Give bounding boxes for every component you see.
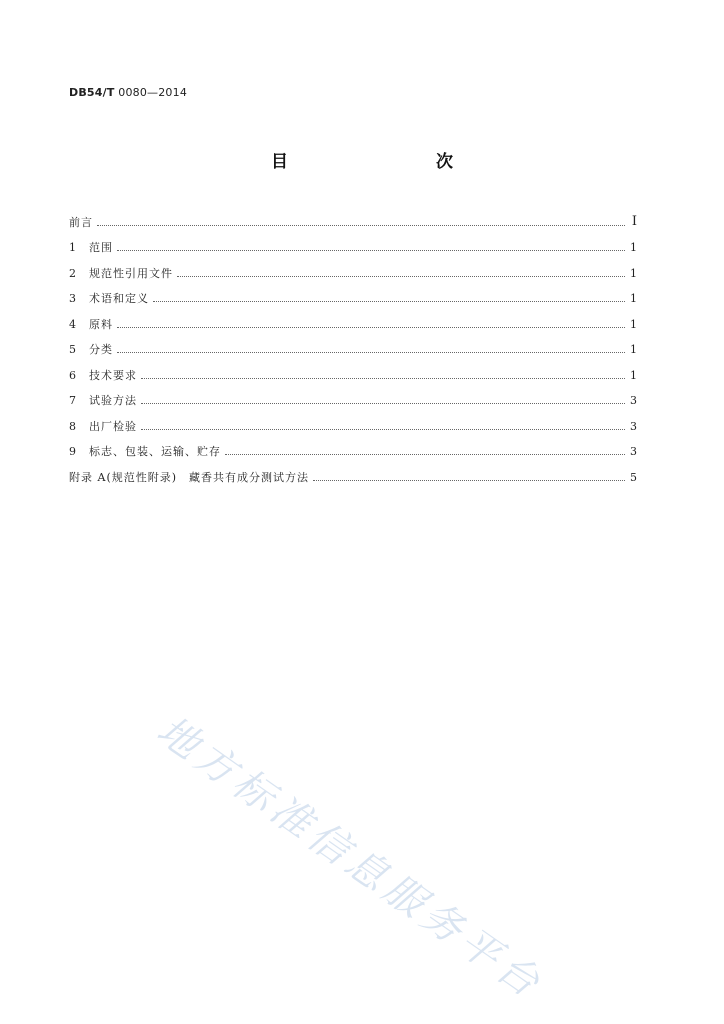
dot-leader	[117, 250, 625, 251]
toc-entry-label: 前言	[69, 215, 93, 229]
toc-entry-3[interactable]	[69, 279, 637, 305]
dot-leader	[117, 352, 625, 353]
document-id	[69, 86, 187, 99]
toc-entry-8[interactable]	[69, 406, 637, 432]
toc-entry-1[interactable]	[69, 228, 637, 254]
toc-entry-page: 1	[630, 343, 637, 356]
dot-leader	[141, 378, 625, 379]
toc-entry-page: 1	[630, 368, 637, 382]
toc-entry-label: 分类	[89, 343, 113, 356]
toc-entry-foreword[interactable]	[69, 202, 637, 228]
toc-entry-number: 2	[69, 266, 76, 280]
toc-entry-page: 5	[630, 470, 637, 484]
toc-entry-label: 标志、包装、运输、贮存	[89, 445, 221, 458]
toc-entry-number: 1	[69, 241, 76, 254]
toc-entry-7[interactable]	[69, 381, 637, 407]
toc-entry-4[interactable]	[69, 304, 637, 330]
toc-entry-page: 3	[630, 394, 637, 407]
toc-entry-appendix-a[interactable]	[69, 457, 637, 483]
toc-entry-number: 4	[69, 317, 76, 331]
toc-entry-label: 出厂检验	[89, 419, 137, 433]
toc-entry-number: 9	[69, 445, 76, 458]
dot-leader	[313, 480, 625, 481]
toc-entry-number: 7	[69, 394, 76, 407]
toc-entry-label: 试验方法	[89, 394, 137, 407]
toc-entry-label: 技术要求	[89, 368, 137, 382]
dot-leader	[117, 327, 625, 328]
toc-entry-page: 3	[630, 419, 637, 433]
document-id-prefix: DB54/T	[69, 86, 115, 99]
dot-leader	[97, 225, 625, 226]
toc-entry-number: 5	[69, 343, 76, 356]
toc-entry-page: 1	[630, 241, 637, 254]
dot-leader	[141, 429, 625, 430]
toc-entry-number: 8	[69, 419, 76, 433]
dot-leader	[141, 403, 625, 404]
toc-entry-9[interactable]	[69, 432, 637, 458]
watermark: 地方标准信息服务平台	[148, 707, 552, 1009]
dot-leader	[177, 276, 625, 277]
table-of-contents	[69, 202, 637, 483]
toc-entry-label: 范围	[89, 241, 113, 254]
toc-entry-label: 规范性引用文件	[89, 266, 173, 280]
toc-entry-6[interactable]	[69, 355, 637, 381]
dot-leader	[225, 454, 625, 455]
toc-entry-5[interactable]	[69, 330, 637, 356]
toc-entry-label: 术语和定义	[89, 292, 149, 305]
toc-entry-number: 6	[69, 368, 76, 382]
toc-entry-page: I	[631, 213, 637, 229]
toc-entry-page: 1	[630, 317, 637, 331]
toc-entry-label: 原料	[89, 317, 113, 331]
toc-entry-number: 3	[69, 292, 76, 305]
document-id-number: 0080—2014	[114, 86, 188, 99]
toc-entry-page: 1	[630, 292, 637, 305]
toc-entry-page: 3	[630, 445, 637, 458]
toc-entry-2[interactable]	[69, 253, 637, 279]
dot-leader	[153, 301, 625, 302]
toc-entry-label: 附录 A(规范性附录) 藏香共有成分测试方法	[69, 470, 310, 484]
page-title: 目 次	[271, 152, 491, 172]
toc-entry-page: 1	[630, 266, 637, 280]
